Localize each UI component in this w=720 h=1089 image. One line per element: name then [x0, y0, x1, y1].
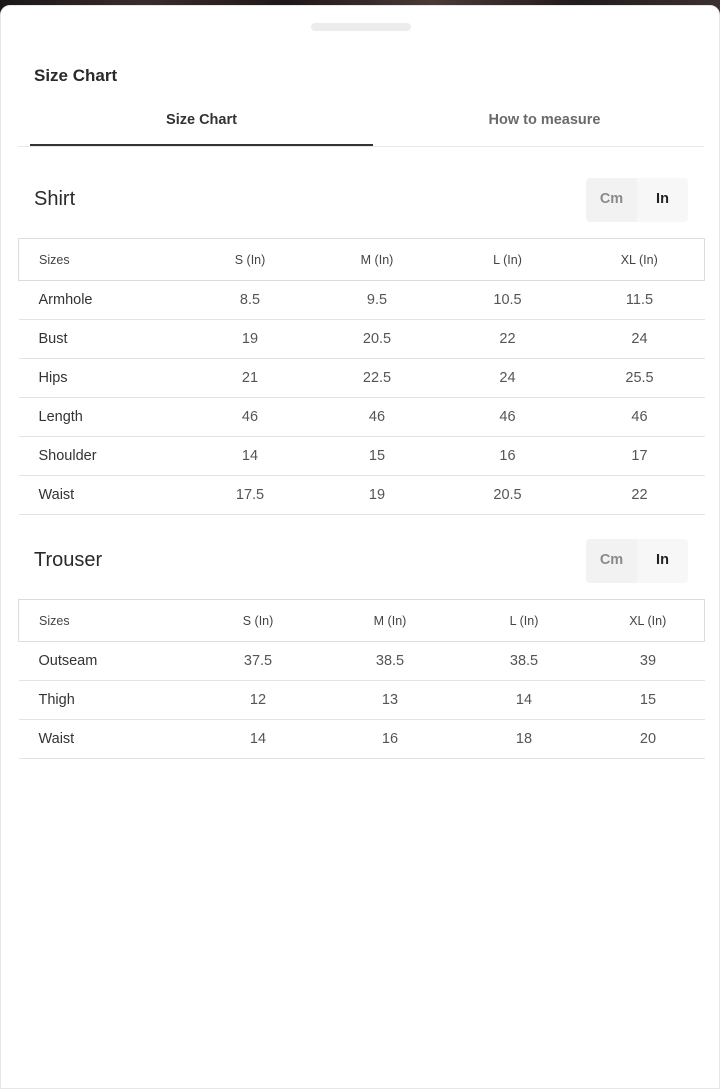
measurement-name: Armhole — [19, 281, 187, 320]
table-cell: 19 — [187, 320, 314, 359]
table-row — [19, 398, 705, 437]
shirt-section-title: Shirt — [34, 188, 76, 210]
table-cell: 46 — [314, 398, 441, 437]
table-cell: 22.5 — [314, 359, 441, 398]
table-cell: 14 — [187, 437, 314, 476]
table-cell: 20.5 — [314, 320, 441, 359]
measurement-name: Outseam — [19, 642, 193, 681]
trouser-section-title: Trouser — [34, 549, 103, 571]
table-row — [19, 437, 705, 476]
size-chart-sheet — [0, 5, 720, 1089]
table-cell: 24 — [441, 359, 575, 398]
table-cell: 16 — [324, 720, 457, 759]
table-cell: 17 — [575, 437, 705, 476]
table-cell: 18 — [457, 720, 592, 759]
column-header: M (In) — [324, 600, 457, 642]
table-cell: 14 — [457, 681, 592, 720]
measurement-name: Shoulder — [19, 437, 187, 476]
column-header: XL (In) — [575, 239, 705, 281]
table-cell: 19 — [314, 476, 441, 515]
table-row — [19, 476, 705, 515]
table-cell: 24 — [575, 320, 705, 359]
measurement-name: Waist — [19, 476, 187, 515]
table-cell: 25.5 — [575, 359, 705, 398]
column-header: Sizes — [19, 600, 193, 642]
table-cell: 22 — [441, 320, 575, 359]
table-cell: 37.5 — [193, 642, 324, 681]
table-cell: 46 — [441, 398, 575, 437]
table-row — [19, 681, 705, 720]
column-header: XL (In) — [592, 600, 705, 642]
shirt-unit-cm-button[interactable]: Cm — [599, 191, 624, 207]
trouser-unit-in-button[interactable]: In — [637, 539, 688, 583]
shirt-unit-in-button[interactable]: In — [637, 178, 688, 222]
table-row — [19, 720, 705, 759]
trouser-unit-cm-button[interactable]: Cm — [599, 552, 624, 568]
measurement-name: Waist — [19, 720, 193, 759]
table-cell: 12 — [193, 681, 324, 720]
tab-size-chart[interactable]: Size Chart — [30, 106, 373, 146]
measurement-name: Length — [19, 398, 187, 437]
measurement-name: Hips — [19, 359, 187, 398]
table-cell: 9.5 — [314, 281, 441, 320]
table-cell: 38.5 — [324, 642, 457, 681]
table-cell: 21 — [187, 359, 314, 398]
tab-bar — [18, 106, 704, 147]
table-header-row — [19, 239, 705, 281]
measurement-name: Thigh — [19, 681, 193, 720]
table-row — [19, 642, 705, 681]
shirt-unit-toggle — [586, 178, 688, 222]
table-cell: 17.5 — [187, 476, 314, 515]
column-header: L (In) — [441, 239, 575, 281]
table-cell: 20 — [592, 720, 705, 759]
column-header: S (In) — [193, 600, 324, 642]
column-header: L (In) — [457, 600, 592, 642]
table-row — [19, 281, 705, 320]
measurement-name: Bust — [19, 320, 187, 359]
table-cell: 38.5 — [457, 642, 592, 681]
table-row — [19, 320, 705, 359]
table-cell: 22 — [575, 476, 705, 515]
table-cell: 14 — [193, 720, 324, 759]
column-header: M (In) — [314, 239, 441, 281]
sheet-title: Size Chart — [34, 66, 118, 85]
table-cell: 10.5 — [441, 281, 575, 320]
table-cell: 39 — [592, 642, 705, 681]
table-cell: 11.5 — [575, 281, 705, 320]
column-header: Sizes — [19, 239, 187, 281]
table-cell: 46 — [187, 398, 314, 437]
table-row — [19, 359, 705, 398]
table-header-row — [19, 600, 705, 642]
table-cell: 13 — [324, 681, 457, 720]
table-cell: 15 — [592, 681, 705, 720]
shirt-size-table — [18, 238, 705, 515]
table-cell: 8.5 — [187, 281, 314, 320]
trouser-unit-toggle — [586, 539, 688, 583]
column-header: S (In) — [187, 239, 314, 281]
table-cell: 46 — [575, 398, 705, 437]
trouser-size-table — [18, 599, 705, 759]
table-cell: 15 — [314, 437, 441, 476]
tab-how-to-measure[interactable]: How to measure — [488, 112, 601, 128]
table-cell: 20.5 — [441, 476, 575, 515]
drag-handle[interactable] — [311, 23, 411, 31]
table-cell: 16 — [441, 437, 575, 476]
